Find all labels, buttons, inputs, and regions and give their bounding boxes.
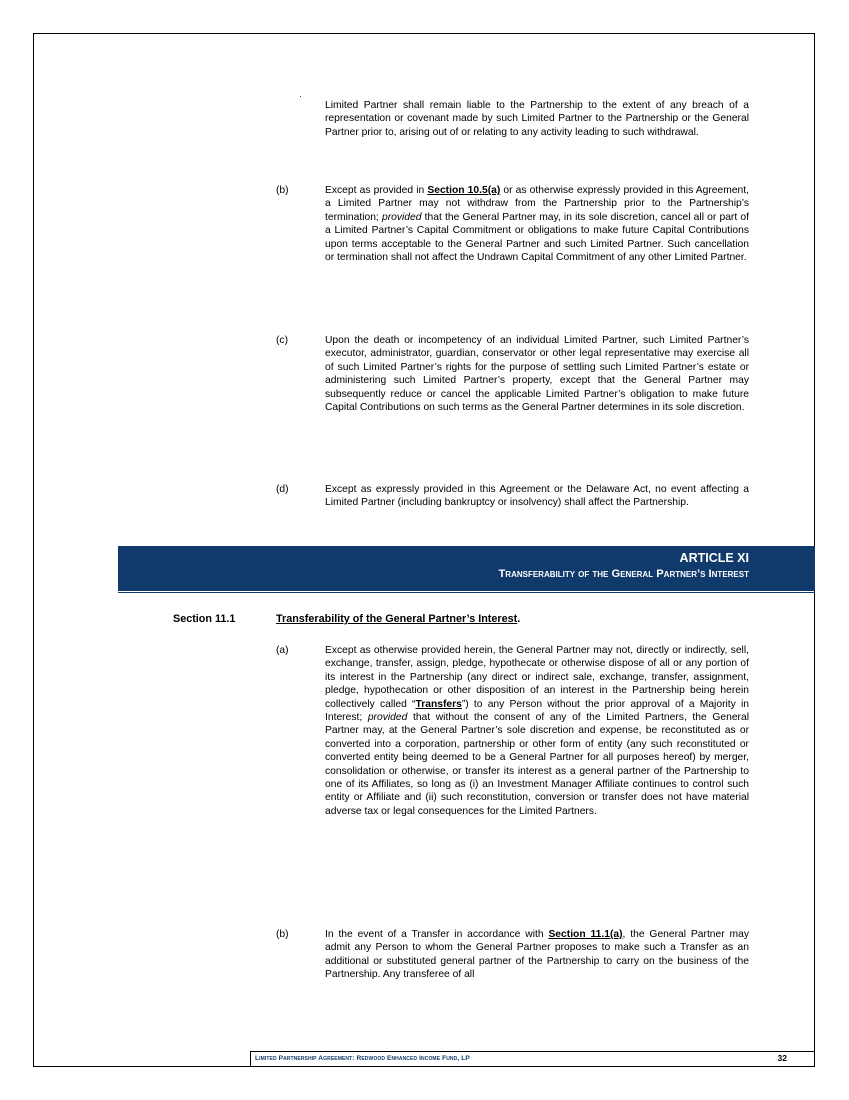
article-banner xyxy=(118,546,815,591)
article-rule xyxy=(118,592,815,593)
section-label: Section 11.1 xyxy=(173,613,236,625)
footer xyxy=(250,1051,815,1067)
item-label: (b) xyxy=(276,929,289,940)
item-label: (b) xyxy=(276,185,289,196)
stray-mark xyxy=(300,96,301,97)
item-label: (d) xyxy=(276,484,289,495)
section-title: Transferability of the General Partner’s Interest. xyxy=(276,613,521,625)
clause-10-d: Except as expressly provided in this Agreement or the Delaware Act, no event affecting a Limited Partner (including bankruptcy or insolvency) shall affect the Partnership. xyxy=(325,484,749,509)
section-reference-link[interactable]: Section 10.5(a) xyxy=(427,185,501,196)
clause-10-c: Upon the death or incompetency of an individual Limited Partner, such Limited Partner’s executor, administrator, guardian, conservator or other legal representative may exercise all of such Limited Partner’s rights for the purpose of settling such Limited Partner’s estate or administering such Limited Partner’s property, except that the General Partner may subsequently reduce or cancel the applicable Limited Partner’s obligation to make future Capital Contributions on such terms as the General Partner determines in its sole discretion. xyxy=(325,335,749,414)
clause-11-b: In the event of a Transfer in accordance with Section 11.1(a), the General Partner may admit any Person to whom the General Partner proposes to make such a Transfer as an additional or substituted general partner of the Partnership to carry on the business of the Partnership. Any transferee of all xyxy=(325,929,749,981)
article-title: Transferability of the General Partner’s Interest xyxy=(498,568,749,580)
item-label: (a) xyxy=(276,645,289,656)
item-label: (c) xyxy=(276,335,289,346)
article-number: ARTICLE XI xyxy=(679,551,749,565)
page-number: 32 xyxy=(777,1053,787,1063)
defined-term: Transfers xyxy=(415,698,462,710)
clause-11-a: Except as otherwise provided herein, the General Partner may not, directly or indirectly, sell, exchange, transfer, assign, pledge, hypothecate or otherwise dispose of all or any portion of its interest in the Partnership (any direct or indirect sale, exchange, transfer, assignment, pledge, hypothecation or other disposition of an interest in the Partnership being herein collectively called “Transfers”) to any Person without the prior approval of a Majority in Interest; provided that without the consent of any of the Limited Partners, the General Partner may, at the General Partner’s sole discretion and expense, be reconstituted as or converted into a corporation, partnership or other form of entity (any such reconstituted or converted entity being deemed to be a General Partner for all purposes hereof) by merger, consolidation or otherwise, or transfer its interest as a general partner of the Partnership to one of its Affiliates, so long as (i) an Investment Manager Affiliate continues to control such entity or Affiliate and (ii) such reconstitution, conversion or transfer does not have material adverse tax or legal consequences for the Limited Partners. xyxy=(325,645,750,817)
continuation-paragraph: Limited Partner shall remain liable to the Partnership to the extent of any breach of a representation or covenant made by such Limited Partner to the Partnership or the General Partner prior to, arising out of or relating to any activity leading to such withdrawal. xyxy=(325,100,749,138)
clause-10-b: Except as provided in Section 10.5(a) or as otherwise expressly provided in this Agreement, a Limited Partner may not withdraw from the Partnership prior to the Partnership’s termination; provided that the General Partner may, in its sole discretion, cancel all or part of a Limited Partner’s Capital Commitment or obligations to make future Capital Contributions upon terms acceptable to the General Partner and such Limited Partner. Such cancellation or termination shall not affect the Undrawn Capital Commitment of any other Limited Partner. xyxy=(325,185,749,264)
footer-title: Limited Partnership Agreement: Redwood Enhanced Income Fund, LP xyxy=(255,1055,470,1062)
section-reference-link[interactable]: Section 11.1(a) xyxy=(548,929,623,940)
